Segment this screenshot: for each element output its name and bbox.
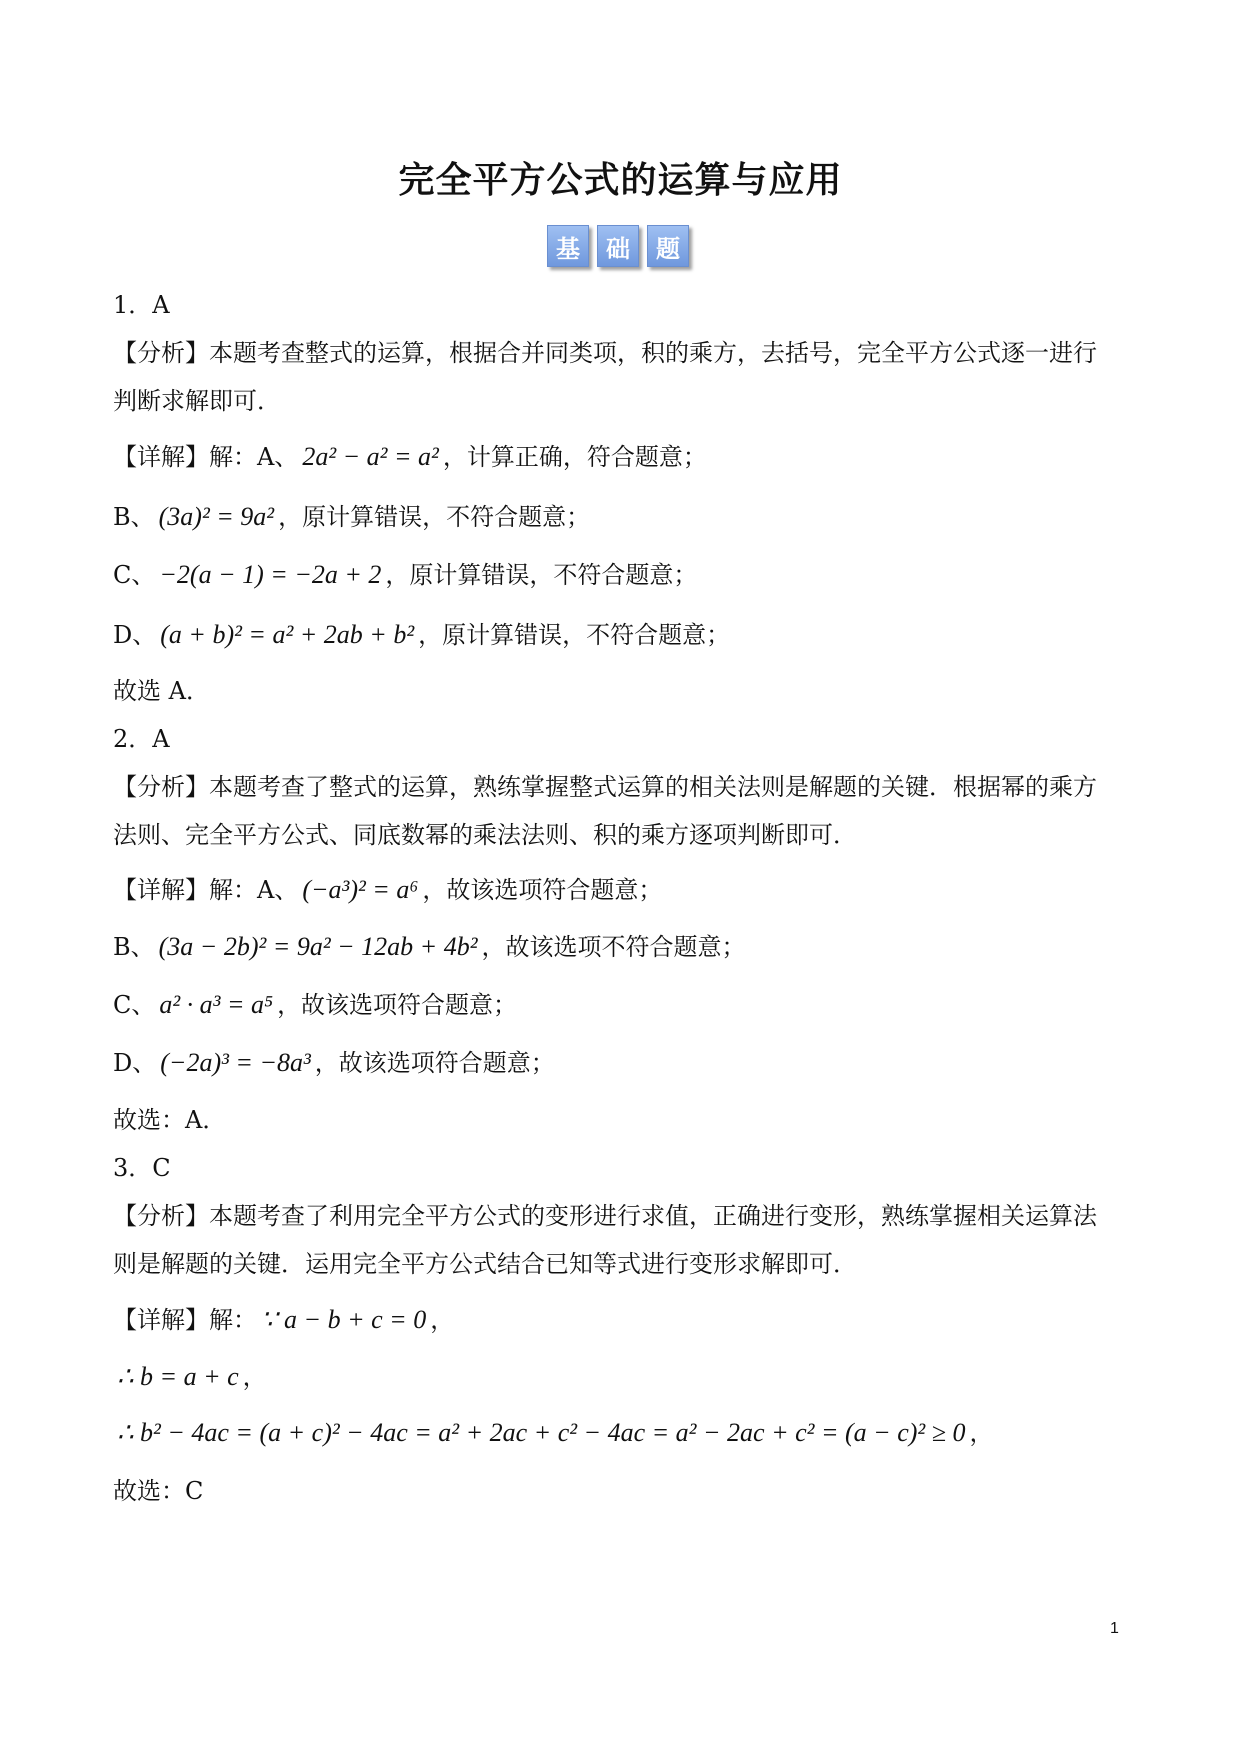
line-suffix: ，: [430, 1306, 455, 1334]
content-line: [113, 875, 662, 905]
content-line: [113, 1418, 993, 1448]
difficulty-badge: [547, 225, 689, 267]
content-line: [113, 338, 1097, 368]
math-expression: (−a³)² = a⁶: [302, 875, 419, 904]
line-text: 3．C: [113, 1154, 171, 1182]
line-text: 【分析】本题考查了利用完全平方公式的变形进行求值，正确进行变形，熟练掌握相关运算法: [113, 1202, 1097, 1230]
line-text: 则是解题的关键．运用完全平方公式结合已知等式进行变形求解即可．: [113, 1250, 857, 1278]
line-text: 法则、完全平方公式、同底数幂的乘法法则、积的乘方逐项判断即可．: [113, 821, 857, 849]
line-text: 2．A: [113, 725, 170, 753]
line-text: D、: [113, 1049, 157, 1077]
math-expression: (3a − 2b)² = 9a² − 12ab + 4b²: [158, 932, 478, 961]
line-text: 故选：C: [113, 1477, 204, 1505]
line-text: C、: [113, 991, 156, 1019]
math-expression: (−2a)³ = −8a³: [160, 1048, 311, 1077]
line-text: 【详解】解：: [113, 1306, 257, 1334]
line-text: C、: [113, 561, 156, 589]
line-suffix: ，故该选项符合题意；: [422, 876, 663, 904]
line-text: D、: [113, 621, 157, 649]
content-line: [113, 932, 746, 962]
content-line: [113, 1362, 267, 1392]
line-suffix: ，: [242, 1363, 267, 1391]
content-line: [113, 290, 170, 320]
content-line: [113, 820, 857, 850]
content-line: [113, 1105, 226, 1135]
page-title: 完全平方公式的运算与应用: [398, 160, 843, 201]
badge-char: 题: [647, 225, 689, 267]
line-suffix: ，原计算错误，不符合题意；: [385, 561, 698, 589]
line-text: 故选：A．: [113, 1106, 227, 1134]
content-line: [113, 502, 590, 532]
line-suffix: ，计算正确，符合题意；: [442, 443, 707, 471]
math-expression: (a + b)² = a² + 2ab + b²: [160, 620, 415, 649]
line-suffix: ，故该选项符合题意；: [277, 991, 518, 1019]
line-suffix: ，故该选项符合题意；: [314, 1049, 555, 1077]
content-line: [113, 676, 210, 706]
line-suffix: ，故该选项不符合题意；: [481, 933, 746, 961]
line-text: 【分析】本题考查了整式的运算，熟练掌握整式运算的相关法则是解题的关键．根据幂的乘方: [113, 773, 1097, 801]
math-expression: (3a)² = 9a²: [158, 502, 275, 531]
line-text: 故选 A．: [113, 677, 210, 705]
math-expression: a² · a³ = a⁵: [159, 990, 274, 1019]
line-text: 【详解】解：A、: [113, 443, 299, 471]
line-text: 1．A: [113, 291, 170, 319]
line-text: B、: [113, 503, 155, 531]
content-line: [113, 1201, 1097, 1231]
line-text: B、: [113, 933, 155, 961]
content-line: [113, 990, 517, 1020]
content-line: [113, 442, 707, 472]
content-line: [113, 1249, 857, 1279]
line-text: 判断求解即可．: [113, 387, 281, 415]
math-expression: ∴ b² − 4ac = (a + c)² − 4ac = a² + 2ac + c² − 4ac = a² − 2ac + c² = (a − c)² ≥ 0: [117, 1418, 966, 1447]
math-expression: ∵ a − b + c = 0: [261, 1305, 427, 1334]
content-line: [113, 1305, 454, 1335]
math-expression: ∴ b = a + c: [117, 1362, 239, 1391]
page-number: 1: [1110, 1620, 1119, 1637]
line-suffix: ，原计算错误，不符合题意；: [418, 621, 731, 649]
content-line: [113, 724, 170, 754]
content-line: [113, 1048, 555, 1078]
badge-char: 基: [547, 225, 589, 267]
content-line: [113, 1153, 171, 1183]
badge-char: 础: [597, 225, 639, 267]
math-expression: 2a² − a² = a²: [302, 442, 439, 471]
math-expression: −2(a − 1) = −2a + 2: [159, 560, 382, 589]
line-text: 【详解】解：A、: [113, 876, 299, 904]
line-suffix: ，: [969, 1419, 994, 1447]
content-line: [113, 560, 697, 590]
line-suffix: ，原计算错误，不符合题意；: [278, 503, 591, 531]
content-line: [113, 620, 730, 650]
line-text: 【分析】本题考查整式的运算，根据合并同类项，积的乘方，去括号，完全平方公式逐一进行: [113, 339, 1097, 367]
content-line: [113, 772, 1097, 802]
content-line: [113, 386, 281, 416]
content-line: [113, 1476, 203, 1506]
